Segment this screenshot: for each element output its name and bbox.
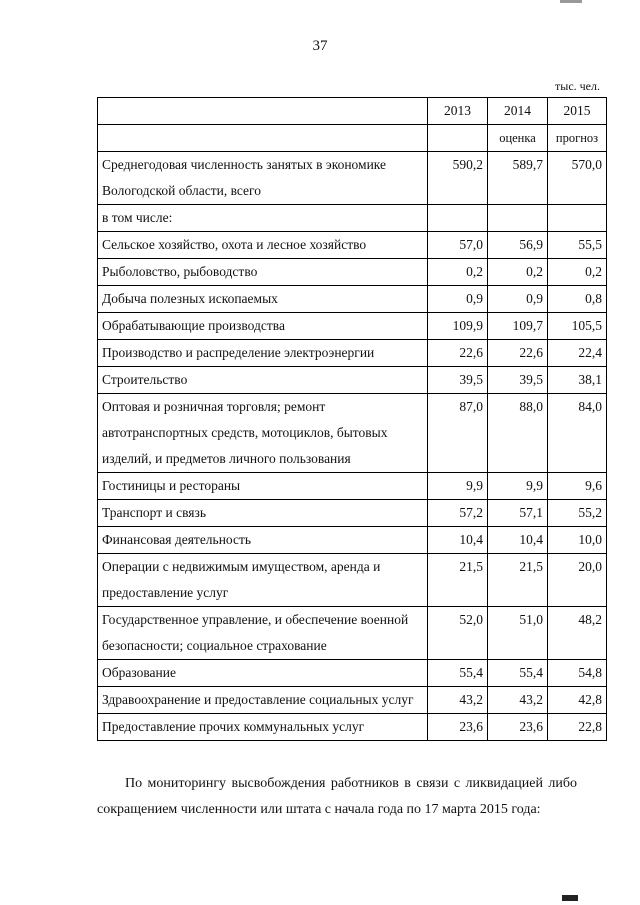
employment-table (97, 97, 607, 741)
row-name: Образование (98, 660, 428, 687)
row-value-2014: 55,4 (488, 660, 548, 687)
row-value-2015: 0,2 (548, 259, 607, 286)
row-value-2014: 0,9 (488, 286, 548, 313)
row-value-2015: 48,2 (548, 607, 607, 660)
row-value-2015: 105,5 (548, 313, 607, 340)
row-value-2013: 9,9 (428, 473, 488, 500)
table-row (98, 687, 607, 714)
row-value-2014: 21,5 (488, 554, 548, 607)
row-value-2013: 0,2 (428, 259, 488, 286)
row-name: Производство и распределение электроэнергии (98, 340, 428, 367)
row-value-2014: 0,2 (488, 259, 548, 286)
table-row (98, 367, 607, 394)
row-value-2014: 9,9 (488, 473, 548, 500)
table-row (98, 205, 607, 232)
row-value-2013: 590,2 (428, 152, 488, 205)
row-value-2015: 42,8 (548, 687, 607, 714)
row-name: Транспорт и связь (98, 500, 428, 527)
table-row (98, 313, 607, 340)
row-value-2013: 109,9 (428, 313, 488, 340)
row-value-2013: 55,4 (428, 660, 488, 687)
scan-mark (560, 0, 582, 3)
page-number: 37 (312, 38, 328, 54)
table-row (98, 286, 607, 313)
row-name: Сельское хозяйство, охота и лесное хозяйство (98, 232, 428, 259)
table-row (98, 340, 607, 367)
row-value-2015: 570,0 (548, 152, 607, 205)
row-value-2013: 87,0 (428, 394, 488, 473)
row-name: Оптовая и розничная торговля; ремонт автотранспортных средств, мотоциклов, бытовых изделий, и предметов личного пользования (98, 394, 428, 473)
row-value-2013: 21,5 (428, 554, 488, 607)
row-value-2014: 10,4 (488, 527, 548, 554)
row-value-2015 (548, 205, 607, 232)
row-name: Обрабатывающие производства (98, 313, 428, 340)
row-name: Среднегодовая численность занятых в экономике Вологодской области, всего (98, 152, 428, 205)
scan-mark (562, 895, 578, 901)
row-value-2014 (488, 205, 548, 232)
row-value-2015: 9,6 (548, 473, 607, 500)
row-value-2014: 39,5 (488, 367, 548, 394)
row-value-2014: 22,6 (488, 340, 548, 367)
row-value-2015: 84,0 (548, 394, 607, 473)
header-blank (98, 98, 428, 125)
row-value-2013 (428, 205, 488, 232)
row-name: Добыча полезных ископаемых (98, 286, 428, 313)
table-row (98, 554, 607, 607)
row-name: Строительство (98, 367, 428, 394)
table-row (98, 607, 607, 660)
table-subheader-row (98, 125, 607, 152)
row-name: Операции с недвижимым имуществом, аренда и предоставление услуг (98, 554, 428, 607)
row-value-2014: 23,6 (488, 714, 548, 741)
subheader-label (428, 125, 488, 152)
header-year: 2014 (488, 98, 548, 125)
subheader-label: прогноз (548, 125, 607, 152)
row-value-2015: 38,1 (548, 367, 607, 394)
table-row (98, 259, 607, 286)
row-value-2015: 22,8 (548, 714, 607, 741)
table-header-row (98, 98, 607, 125)
row-name: Финансовая деятельность (98, 527, 428, 554)
row-value-2014: 56,9 (488, 232, 548, 259)
row-name: в том числе: (98, 205, 428, 232)
row-value-2013: 39,5 (428, 367, 488, 394)
row-value-2013: 10,4 (428, 527, 488, 554)
row-value-2015: 55,5 (548, 232, 607, 259)
table-row (98, 527, 607, 554)
table-row (98, 152, 607, 205)
row-value-2014: 589,7 (488, 152, 548, 205)
table-row (98, 394, 607, 473)
row-name: Рыболовство, рыбоводство (98, 259, 428, 286)
row-value-2014: 109,7 (488, 313, 548, 340)
row-value-2015: 54,8 (548, 660, 607, 687)
row-value-2013: 0,9 (428, 286, 488, 313)
table-row (98, 473, 607, 500)
row-value-2015: 22,4 (548, 340, 607, 367)
row-name: Государственное управление, и обеспечение военной безопасности; социальное страхование (98, 607, 428, 660)
row-value-2013: 52,0 (428, 607, 488, 660)
row-value-2015: 0,8 (548, 286, 607, 313)
row-value-2014: 51,0 (488, 607, 548, 660)
row-value-2013: 22,6 (428, 340, 488, 367)
row-value-2015: 20,0 (548, 554, 607, 607)
row-value-2015: 10,0 (548, 527, 607, 554)
row-value-2013: 43,2 (428, 687, 488, 714)
row-value-2013: 57,2 (428, 500, 488, 527)
subheader-label: оценка (488, 125, 548, 152)
row-name: Предоставление прочих коммунальных услуг (98, 714, 428, 741)
header-year: 2015 (548, 98, 607, 125)
unit-label: тыс. чел. (555, 79, 600, 93)
body-paragraph: По мониторингу высвобождения работников в связи с ликвидацией либо сокращением численности или штата с начала года по 17 марта 2015 года: (97, 776, 577, 817)
subheader-blank (98, 125, 428, 152)
row-value-2014: 57,1 (488, 500, 548, 527)
row-name: Здравоохранение и предоставление социальных услуг (98, 687, 428, 714)
row-value-2015: 55,2 (548, 500, 607, 527)
row-value-2013: 57,0 (428, 232, 488, 259)
header-year: 2013 (428, 98, 488, 125)
row-value-2014: 43,2 (488, 687, 548, 714)
row-name: Гостиницы и рестораны (98, 473, 428, 500)
table-row (98, 714, 607, 741)
table-row (98, 660, 607, 687)
row-value-2014: 88,0 (488, 394, 548, 473)
table-row (98, 232, 607, 259)
table-row (98, 500, 607, 527)
row-value-2013: 23,6 (428, 714, 488, 741)
